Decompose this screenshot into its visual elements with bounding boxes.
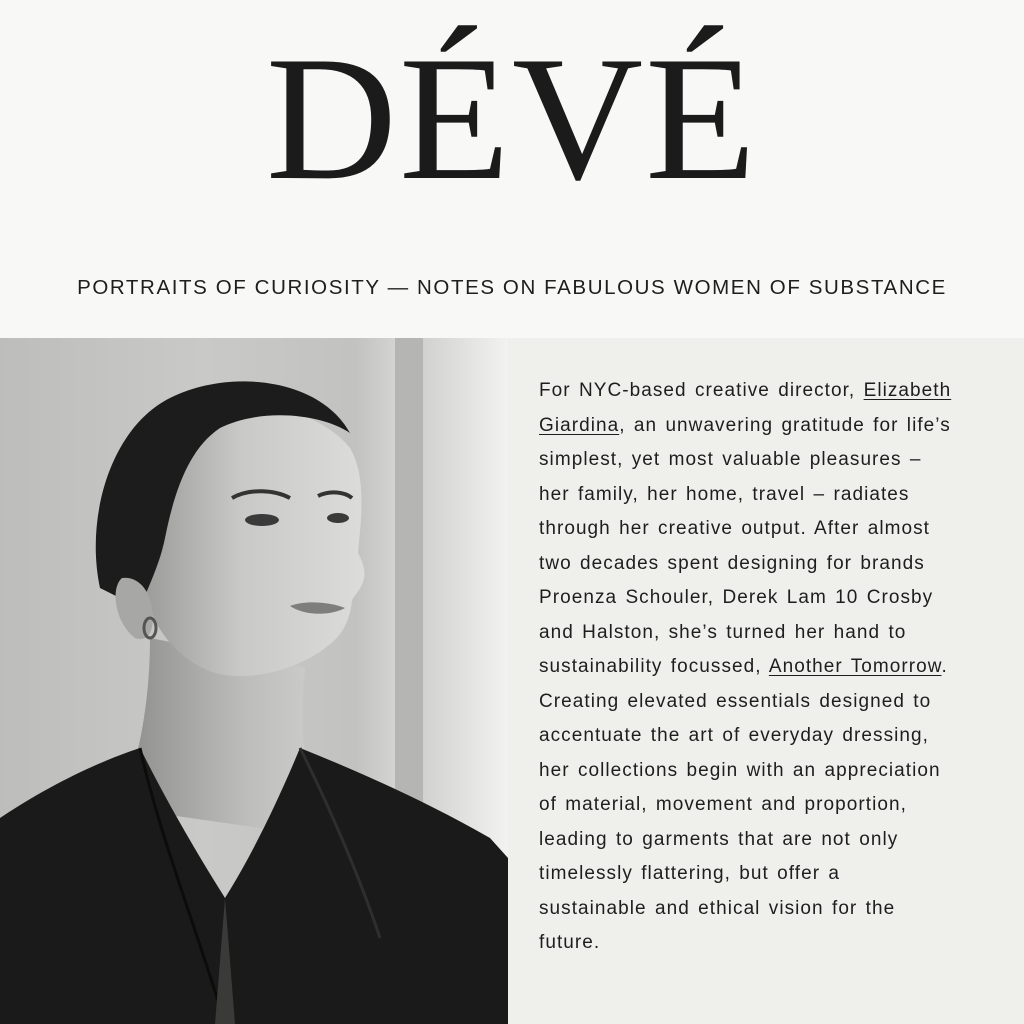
tagline: PORTRAITS OF CURIOSITY — NOTES ON FABULOUS WOMEN OF SUBSTANCE [77,276,947,299]
article-line [539,685,999,720]
logo-wordmark[interactable]: DÉVÉ [265,19,759,217]
article-link[interactable]: Giardina [539,414,620,436]
article-line [539,581,999,616]
article-text: leading to garments that are not only [539,828,899,850]
article-text: sustainable and ethical vision for the [539,897,896,919]
article-text: two decades spent designing for brands [539,552,925,574]
portrait-photo [0,338,508,1024]
article-line [539,616,999,651]
article-text: accentuate the art of everyday dressing, [539,725,929,746]
article-line [539,892,999,927]
article-line [539,823,999,858]
article-line [539,374,999,409]
article-line [539,547,999,582]
article-text: of material, movement and proportion, [539,794,907,815]
article-text: future. [539,932,601,953]
article-text: sustainability focussed, [539,656,769,677]
article-text: For NYC-based creative director, [539,380,864,401]
masthead [0,0,1024,338]
article-text: , an unwavering gratitude for life’s [619,414,951,436]
article-text: Proenza Schouler, Derek Lam 10 Crosby [539,587,934,608]
article-line [539,512,999,547]
article-text: through her creative output. After almost [539,518,931,539]
article-line [539,443,999,478]
article-line [539,478,999,513]
article-line [539,926,999,961]
article-line [539,409,999,444]
article-body [539,374,999,961]
article-line [539,719,999,754]
article-text: timelessly flattering, but offer a [539,863,841,884]
article-text: . [941,656,948,677]
article-link[interactable]: Another Tomorrow [768,656,942,677]
article-text: Creating elevated essentials designed to [539,690,932,712]
article-line [539,857,999,892]
article-text: her family, her home, travel – radiates [539,483,910,505]
article-line [539,788,999,823]
article-text: her collections begin with an appreciation [539,759,941,781]
article-line [539,754,999,789]
article-line [539,650,999,685]
article-text: and Halston, she’s turned her hand to [539,621,907,643]
article-link[interactable]: Elizabeth [863,380,952,401]
article-text: simplest, yet most valuable pleasures – [539,449,922,470]
